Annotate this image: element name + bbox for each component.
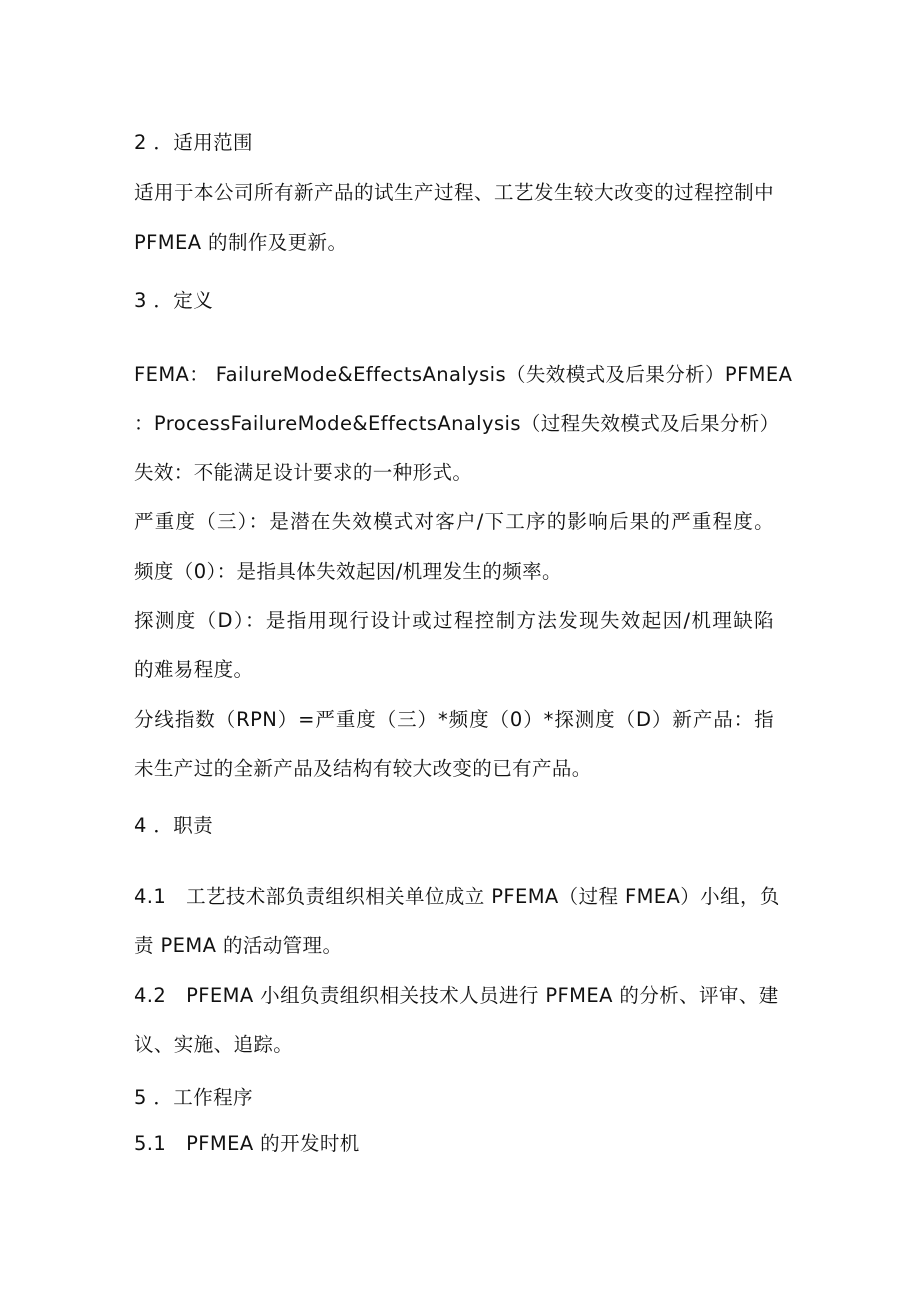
responsibility-4-2-line-2: 议、实施、追踪。 (134, 1033, 294, 1056)
responsibility-4-1-line-2: 责 PEMA 的活动管理。 (134, 934, 343, 957)
definition-occurrence: 频度（0）：是指具体失效起因/机理发生的频率。 (134, 560, 562, 583)
scope-paragraph-line-1: 适用于本公司所有新产品的试生产过程、工艺发生较大改变的过程控制中 (134, 181, 774, 204)
subsection-heading-5-1: 5.1 PFMEA 的开发时机 (134, 1132, 360, 1155)
definition-detection-line-2: 的难易程度。 (134, 658, 254, 681)
definition-failure: 失效：不能满足设计要求的一种形式。 (134, 461, 473, 484)
section-heading-scope: 2 ．适用范围 (134, 131, 253, 154)
definition-rpn-line-2: 未生产过的全新产品及结构有较大改变的已有产品。 (134, 757, 592, 780)
responsibility-4-2-line-1: 4.2 PFEMA 小组负责组织相关技术人员进行 PFMEA 的分析、评审、建 (134, 984, 779, 1007)
section-heading-responsibilities: 4 ．职责 (134, 814, 214, 837)
scope-paragraph-line-2: PFMEA 的制作及更新。 (134, 231, 348, 254)
section-heading-procedure: 5 ．工作程序 (134, 1086, 253, 1109)
definition-rpn-line-1: 分线指数（RPN）=严重度（三）*频度（0）*探测度（D）新产品：指 (134, 708, 774, 731)
definition-pfmea: ：ProcessFailureMode&EffectsAnalysis（过程失效模式及后果分析） (134, 412, 780, 435)
definition-detection-line-1: 探测度（D）：是指用现行设计或过程控制方法发现失效起因/机理缺陷 (134, 609, 774, 632)
definition-severity: 严重度（三）：是潜在失效模式对客户/下工序的影响后果的严重程度。 (134, 510, 774, 533)
responsibility-4-1-line-1: 4.1 工艺技术部负责组织相关单位成立 PFEMA（过程 FMEA）小组，负 (134, 885, 780, 908)
section-heading-definitions: 3 ．定义 (134, 289, 214, 312)
definition-fema: FEMA： FailureMode&EffectsAnalysis（失效模式及后果分析）PFMEA (134, 363, 793, 386)
